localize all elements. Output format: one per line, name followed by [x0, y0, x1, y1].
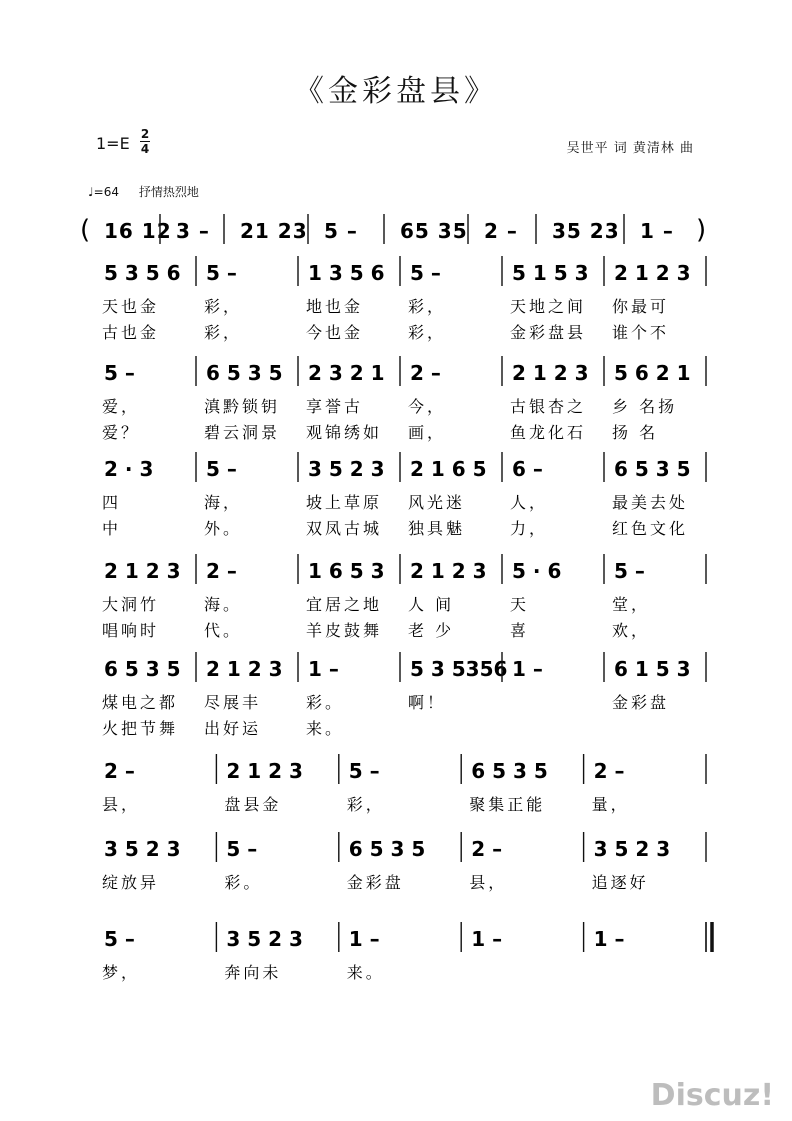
note-measure: 1 – — [308, 657, 339, 681]
lyric-verse-1: 古银杏之 — [510, 397, 587, 416]
note-measure: 2 – — [104, 759, 135, 783]
note-measure: 2 1 2 3 — [206, 657, 283, 681]
note-measure: 2 – — [593, 759, 625, 783]
lyric-verse-2: 力， — [510, 519, 549, 538]
prelude-measure: 16 12 — [104, 219, 172, 243]
note-measure: 5 1 5 3 — [512, 261, 589, 285]
prelude-measure: 1 – — [640, 219, 674, 243]
note-measure: 5 – — [104, 361, 135, 385]
time-top: 2 — [140, 127, 150, 141]
lyric-verse-1: 堂， — [612, 595, 651, 614]
note-measure: 5 – — [348, 759, 380, 783]
lyric-verse-2: 爱？ — [102, 423, 141, 442]
lyric-verse-1: 啊！ — [408, 693, 447, 712]
lyric-verse-2: 古也金 — [102, 323, 160, 342]
lyric-verse-1: 乡 名扬 — [612, 397, 678, 416]
note-measure: 6 5 3 5 — [104, 657, 181, 681]
note-measure: 5 – — [614, 559, 645, 583]
lyric-verse-2: 红色文化 — [612, 519, 689, 538]
lyric-verse-1: 奔向未 — [224, 963, 282, 982]
lyric-verse-1: 聚集正能 — [469, 795, 546, 814]
lyric-verse-1: 人， — [510, 493, 549, 512]
prelude-measure: 2 – — [484, 219, 518, 243]
lyric-verse-2: 碧云洞景 — [204, 423, 281, 442]
note-measure: 3 5 2 3 — [104, 837, 181, 861]
lyric-verse-1: 县， — [469, 873, 508, 892]
note-measure: 6 5 3 5 — [348, 837, 426, 861]
lyric-verse-1: 金彩盘 — [612, 693, 670, 712]
note-measure: 5 6 2 1 — [614, 361, 691, 385]
lyric-verse-1: 来。 — [346, 963, 385, 982]
lyric-verse-1: 海。 — [204, 595, 243, 614]
note-measure: 2 1 2 3 — [104, 559, 181, 583]
lyric-verse-1: 大洞竹 — [102, 595, 160, 614]
prelude-open-paren: ( — [80, 215, 91, 245]
lyric-verse-1: 今， — [408, 397, 447, 416]
lyric-verse-2: 观锦绣如 — [306, 423, 383, 442]
note-measure: 1 – — [593, 927, 625, 951]
note-measure: 3 5 2 3 — [593, 837, 671, 861]
lyric-verse-1: 追逐好 — [591, 873, 649, 892]
note-measure: 2 1 2 3 — [614, 261, 691, 285]
lyric-verse-1: 天地之间 — [510, 297, 587, 316]
lyric-verse-1: 爱， — [102, 397, 141, 416]
lyric-verse-1: 煤电之都 — [102, 693, 179, 712]
lyric-verse-2: 羊皮鼓舞 — [306, 621, 383, 640]
note-measure: 6 5 3 5 — [206, 361, 283, 385]
note-measure: 5 · 6 — [512, 559, 562, 583]
lyric-verse-2: 老 少 — [408, 621, 455, 640]
prelude-measure: 21 23 — [240, 219, 308, 243]
lyric-verse-1: 坡上草原 — [306, 493, 383, 512]
lyric-verse-1: 金彩盘 — [346, 873, 404, 892]
note-measure: 2 1 6 5 — [410, 457, 487, 481]
note-measure: 5 – — [226, 837, 258, 861]
lyric-verse-2: 喜 — [510, 621, 530, 640]
watermark: Discuz! — [650, 1078, 774, 1113]
lyric-verse-1: 彩。 — [224, 873, 263, 892]
note-measure: 1 – — [471, 927, 503, 951]
lyric-verse-1: 天也金 — [102, 297, 160, 316]
lyric-verse-1: 海， — [204, 493, 243, 512]
lyric-verse-2: 彩， — [408, 323, 447, 342]
lyric-verse-2: 鱼龙化石 — [510, 423, 587, 442]
note-measure: 5 – — [206, 457, 237, 481]
lyric-verse-2: 外。 — [204, 519, 243, 538]
note-measure: 2 1 2 3 — [512, 361, 589, 385]
note-measure: 2 1 2 3 — [410, 559, 487, 583]
lyric-verse-1: 尽展丰 — [204, 693, 262, 712]
credits: 吴世平 词 黄清林 曲 — [566, 141, 694, 156]
note-measure: 1 6 5 3 — [308, 559, 385, 583]
lyric-verse-1: 彩。 — [306, 693, 345, 712]
note-measure: 5 – — [206, 261, 237, 285]
lyric-verse-2: 出好运 — [204, 719, 262, 738]
note-measure: 1 3 5 6 — [308, 261, 385, 285]
lyric-verse-1: 你最可 — [612, 297, 670, 316]
lyric-verse-1: 宜居之地 — [306, 595, 383, 614]
expression-marking: 抒情热烈地 — [138, 185, 199, 199]
lyric-verse-2: 欢， — [612, 621, 651, 640]
lyric-verse-1: 绽放异 — [102, 873, 160, 892]
lyric-verse-2: 唱响时 — [102, 621, 160, 640]
note-measure: 5 3 5356 — [410, 657, 508, 681]
note-measure: 2 3 2 1 — [308, 361, 385, 385]
prelude-measure: 3 – — [176, 219, 210, 243]
key-signature: 1=E — [96, 134, 130, 153]
lyric-verse-1: 彩， — [408, 297, 447, 316]
lyric-verse-1: 量， — [591, 795, 630, 814]
lyric-verse-2: 谁个不 — [612, 323, 670, 342]
prelude-measure: 35 23 — [552, 219, 620, 243]
lyric-verse-1: 盘县金 — [224, 795, 282, 814]
note-measure: 3 5 2 3 — [226, 927, 303, 951]
lyric-verse-1: 享誉古 — [306, 397, 364, 416]
lyric-verse-1: 四 — [102, 493, 122, 512]
note-measure: 2 – — [410, 361, 441, 385]
song-title: 《金彩盘县》 — [294, 74, 498, 109]
note-measure: 3 5 2 3 — [308, 457, 385, 481]
note-measure: 1 – — [348, 927, 380, 951]
lyric-verse-1: 人 间 — [408, 595, 455, 614]
lyric-verse-2: 来。 — [306, 719, 345, 738]
lyric-verse-2: 画， — [408, 423, 447, 442]
lyric-verse-2: 中 — [102, 519, 122, 538]
lyric-verse-1: 天 — [510, 595, 530, 614]
time-bottom: 4 — [140, 142, 150, 156]
note-measure: 5 – — [104, 927, 135, 951]
note-measure: 2 – — [471, 837, 503, 861]
lyric-verse-2: 金彩盘县 — [510, 323, 587, 342]
note-measure: 2 1 2 3 — [226, 759, 303, 783]
note-measure: 5 3 5 6 — [104, 261, 181, 285]
note-measure: 6 1 5 3 — [614, 657, 691, 681]
note-measure: 5 – — [410, 261, 441, 285]
lyric-verse-1: 风光迷 — [408, 493, 466, 512]
lyric-verse-2: 扬 名 — [612, 423, 659, 442]
lyric-verse-2: 彩， — [204, 323, 243, 342]
lyric-verse-1: 最美去处 — [612, 493, 689, 512]
note-measure: 6 5 3 5 — [471, 759, 548, 783]
tempo-value: ♩=64 — [88, 185, 119, 199]
note-measure: 2 · 3 — [104, 457, 154, 481]
note-measure: 6 – — [512, 457, 543, 481]
prelude-measure: 5 – — [324, 219, 358, 243]
note-measure: 6 5 3 5 — [614, 457, 691, 481]
note-measure: 2 – — [206, 559, 237, 583]
note-measure: 1 – — [512, 657, 543, 681]
lyric-verse-2: 独具魅 — [408, 519, 466, 538]
prelude-close-paren: ) — [696, 215, 707, 245]
lyric-verse-2: 双凤古城 — [306, 519, 383, 538]
lyric-verse-1: 彩， — [346, 795, 385, 814]
lyric-verse-1: 梦， — [102, 963, 141, 982]
lyric-verse-1: 滇黔锁钥 — [204, 397, 281, 416]
lyric-verse-1: 县， — [102, 795, 141, 814]
lyric-verse-1: 彩， — [204, 297, 243, 316]
prelude-measure: 65 35 — [400, 219, 468, 243]
lyric-verse-1: 地也金 — [306, 297, 364, 316]
lyric-verse-2: 火把节舞 — [102, 719, 179, 738]
lyric-verse-2: 今也金 — [306, 323, 364, 342]
lyric-verse-2: 代。 — [204, 621, 243, 640]
